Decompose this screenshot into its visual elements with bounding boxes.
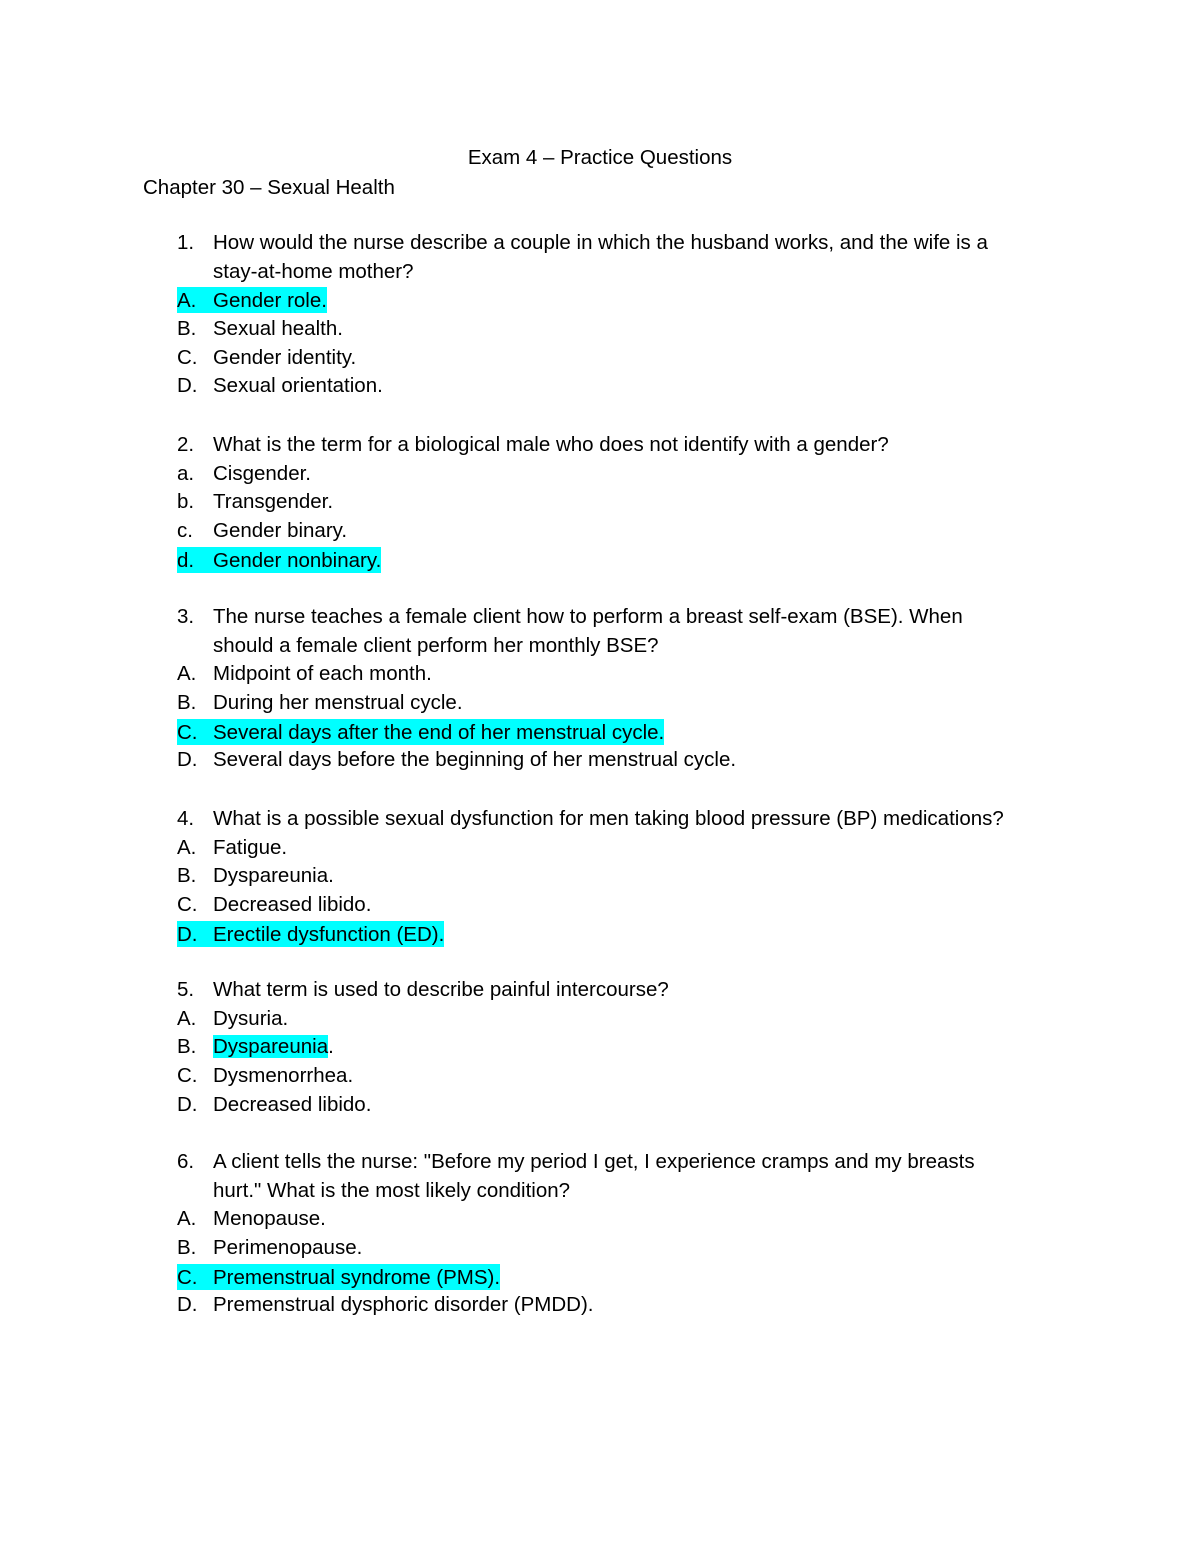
answer-option xyxy=(177,286,1057,315)
option-text: Gender identity. xyxy=(213,345,357,369)
answer-option xyxy=(177,460,1057,489)
answer-option xyxy=(177,746,1057,775)
option-marker: B. xyxy=(177,864,197,888)
answer-option xyxy=(177,546,1057,575)
correct-answer-highlight xyxy=(177,921,444,947)
answer-option xyxy=(177,488,1057,517)
question-stem-text: A client tells the nurse: "Before my period I get, I experience cramps and my breasts xyxy=(213,1150,975,1173)
question-4 xyxy=(177,805,1057,948)
option-marker: B. xyxy=(177,1035,197,1059)
option-text: Sexual health. xyxy=(213,317,343,341)
option-text: Menopause. xyxy=(213,1207,326,1231)
answer-option xyxy=(177,1291,1057,1320)
option-marker: A. xyxy=(177,1006,197,1030)
option-marker: C. xyxy=(177,1064,198,1088)
option-marker: B. xyxy=(177,691,197,715)
answer-option xyxy=(177,1263,1057,1292)
option-text-suffix: . xyxy=(328,1035,334,1059)
document-title: Exam 4 – Practice Questions xyxy=(467,146,733,169)
answer-option xyxy=(177,718,1057,747)
answer-option xyxy=(177,315,1057,344)
question-number: 4. xyxy=(177,807,195,830)
option-text: Transgender. xyxy=(213,490,334,514)
question-number: 5. xyxy=(177,978,195,1001)
option-text: Decreased libido. xyxy=(213,893,372,917)
correct-answer-highlight: Dyspareunia xyxy=(213,1035,329,1059)
chapter-heading: Chapter 30 – Sexual Health xyxy=(143,176,395,199)
option-marker: A. xyxy=(177,662,197,686)
question-stem-text: What term is used to describe painful intercourse? xyxy=(213,978,669,1001)
answer-option xyxy=(177,1062,1057,1091)
answer-option xyxy=(177,660,1057,689)
question-3 xyxy=(177,603,1057,775)
answer-option xyxy=(177,372,1057,401)
question-stem-line xyxy=(177,603,1057,632)
option-text: Several days before the beginning of her menstrual cycle. xyxy=(213,748,737,772)
question-stem-text: hurt." What is the most likely condition? xyxy=(213,1178,571,1202)
option-marker: B. xyxy=(177,317,197,341)
question-stem-text: should a female client perform her monthly BSE? xyxy=(213,633,659,657)
option-marker: B. xyxy=(177,1236,197,1260)
question-stem-text: The nurse teaches a female client how to perform a breast self-exam (BSE). When xyxy=(213,605,963,628)
option-text: Gender role. xyxy=(213,289,327,313)
option-text: During her menstrual cycle. xyxy=(213,691,463,715)
answer-option xyxy=(177,920,1057,949)
option-text: Premenstrual dysphoric disorder (PMDD). xyxy=(213,1293,594,1317)
question-number: 2. xyxy=(177,433,195,456)
question-stem-text: stay-at-home mother? xyxy=(213,259,414,283)
option-marker: d. xyxy=(177,548,195,572)
option-text: Perimenopause. xyxy=(213,1236,363,1260)
question-stem-line xyxy=(177,431,1057,460)
question-stem-line xyxy=(177,805,1057,834)
correct-answer-highlight xyxy=(177,547,381,573)
option-marker: D. xyxy=(177,1092,198,1116)
question-stem-line xyxy=(177,229,1057,258)
answer-option xyxy=(177,834,1057,863)
question-6 xyxy=(177,1148,1057,1320)
option-marker: D. xyxy=(177,374,198,398)
option-marker: C. xyxy=(177,1265,198,1289)
option-marker: A. xyxy=(177,1207,197,1231)
answer-option xyxy=(177,1005,1057,1034)
answer-option xyxy=(177,891,1057,920)
option-text: Gender nonbinary. xyxy=(213,548,382,572)
question-stem-line xyxy=(177,1148,1057,1177)
answer-option xyxy=(177,1091,1057,1120)
option-text: Cisgender. xyxy=(213,461,312,485)
correct-answer-highlight xyxy=(177,287,327,313)
question-number: 1. xyxy=(177,231,195,254)
option-marker: C. xyxy=(177,893,198,917)
question-5 xyxy=(177,976,1057,1119)
option-text: Erectile dysfunction (ED). xyxy=(213,922,445,946)
option-marker: D. xyxy=(177,1293,198,1317)
question-1 xyxy=(177,229,1057,401)
option-text: Fatigue. xyxy=(213,835,288,859)
question-number: 3. xyxy=(177,605,195,628)
answer-option xyxy=(177,862,1057,891)
answer-option xyxy=(177,689,1057,718)
option-text: Dyspareunia. xyxy=(213,864,334,888)
question-stem-line xyxy=(177,976,1057,1005)
option-marker: b. xyxy=(177,490,195,514)
option-text: Decreased libido. xyxy=(213,1092,372,1116)
option-text: Several days after the end of her menstrual cycle. xyxy=(213,720,665,744)
option-marker: C. xyxy=(177,345,198,369)
correct-answer-highlight xyxy=(177,719,664,745)
option-text: Dysuria. xyxy=(213,1006,289,1030)
option-marker: A. xyxy=(177,835,197,859)
question-number: 6. xyxy=(177,1150,195,1173)
option-text: Premenstrual syndrome (PMS). xyxy=(213,1265,501,1289)
question-stem-text: What is a possible sexual dysfunction for men taking blood pressure (BP) medications? xyxy=(213,807,1004,830)
answer-option xyxy=(177,1205,1057,1234)
question-stem-line xyxy=(177,258,1057,287)
question-2 xyxy=(177,431,1057,574)
question-stem-line xyxy=(177,1177,1057,1206)
correct-answer-highlight xyxy=(177,1264,500,1290)
option-text xyxy=(213,1033,334,1062)
option-marker: D. xyxy=(177,748,198,772)
answer-option xyxy=(177,344,1057,373)
option-marker: a. xyxy=(177,461,195,485)
answer-option xyxy=(177,517,1057,546)
question-stem-line xyxy=(177,632,1057,661)
option-marker: C. xyxy=(177,720,198,744)
option-marker: A. xyxy=(177,289,197,313)
question-stem-text: How would the nurse describe a couple in which the husband works, and the wife is a xyxy=(213,231,988,254)
option-text: Midpoint of each month. xyxy=(213,662,432,686)
answer-option xyxy=(177,1234,1057,1263)
option-marker: D. xyxy=(177,922,198,946)
option-text: Sexual orientation. xyxy=(213,374,383,398)
answer-option xyxy=(177,1033,1057,1062)
option-marker: c. xyxy=(177,519,193,543)
question-stem-text: What is the term for a biological male who does not identify with a gender? xyxy=(213,433,889,456)
option-text: Dysmenorrhea. xyxy=(213,1064,354,1088)
option-text: Gender binary. xyxy=(213,519,348,543)
